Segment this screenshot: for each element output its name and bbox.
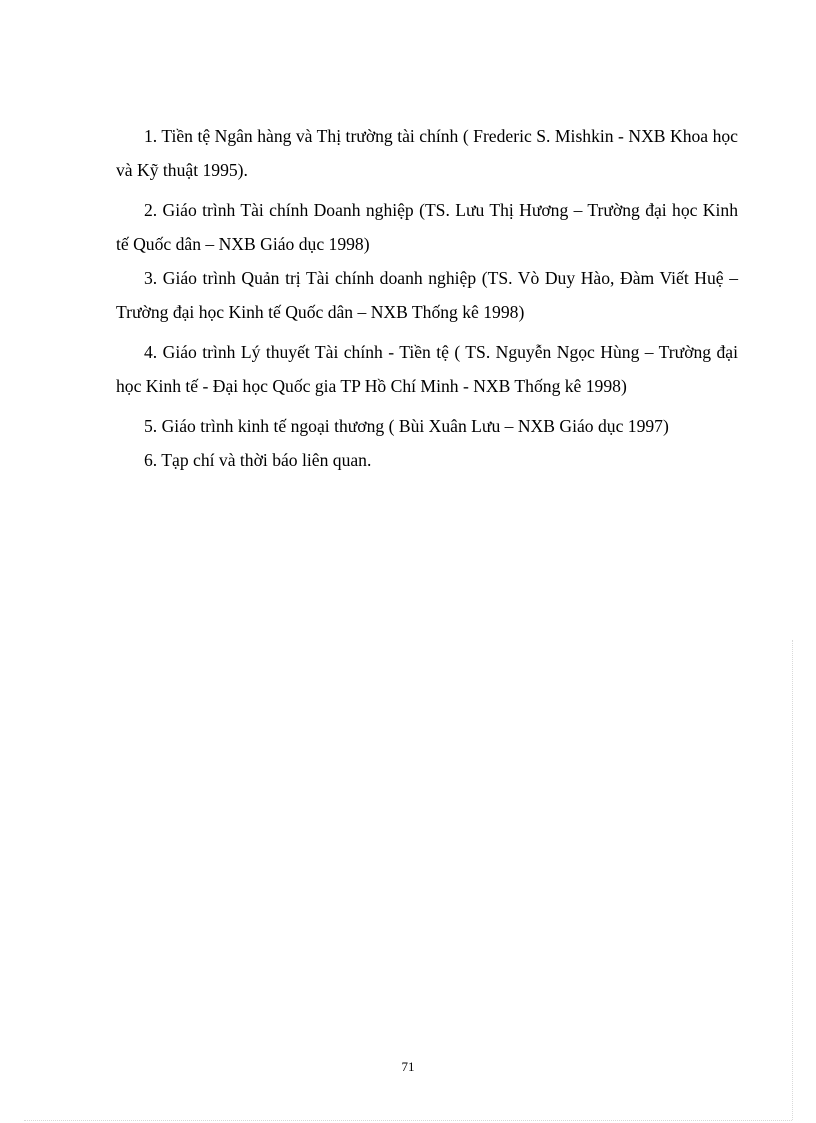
reference-item: 5. Giáo trình kinh tế ngoại thương ( Bùi Xuân Lưu – NXB Giáo dục 1997)	[144, 416, 669, 436]
reference-item: 4. Giáo trình Lý thuyết Tài chính - Tiền tệ ( TS. Nguyễn Ngọc Hùng – Trường đại học Kinh tế - Đại học Quốc gia TP Hồ Chí Minh - NXB Thống kê 1998)	[116, 342, 738, 396]
reference-list	[116, 119, 738, 477]
reference-item: 2. Giáo trình Tài chính Doanh nghiệp (TS. Lưu Thị Hương – Trường đại học Kinh tế Quốc dân – NXB Giáo dục 1998)	[116, 200, 738, 254]
page-bottom-border	[24, 1120, 792, 1121]
reference-item: 1. Tiền tệ Ngân hàng và Thị trường tài chính ( Frederic S. Mishkin - NXB Khoa học và Kỹ thuật 1995).	[116, 126, 738, 180]
reference-item: 3. Giáo trình Quản trị Tài chính doanh nghiệp (TS. Vò Duy Hào, Đàm Viết Huệ – Trường đại học Kinh tế Quốc dân – NXB Thống kê 1998)	[116, 268, 738, 322]
page-right-border	[792, 640, 793, 1120]
page-number: 71	[401, 1059, 415, 1074]
reference-item: 6. Tạp chí và thời báo liên quan.	[144, 450, 372, 470]
